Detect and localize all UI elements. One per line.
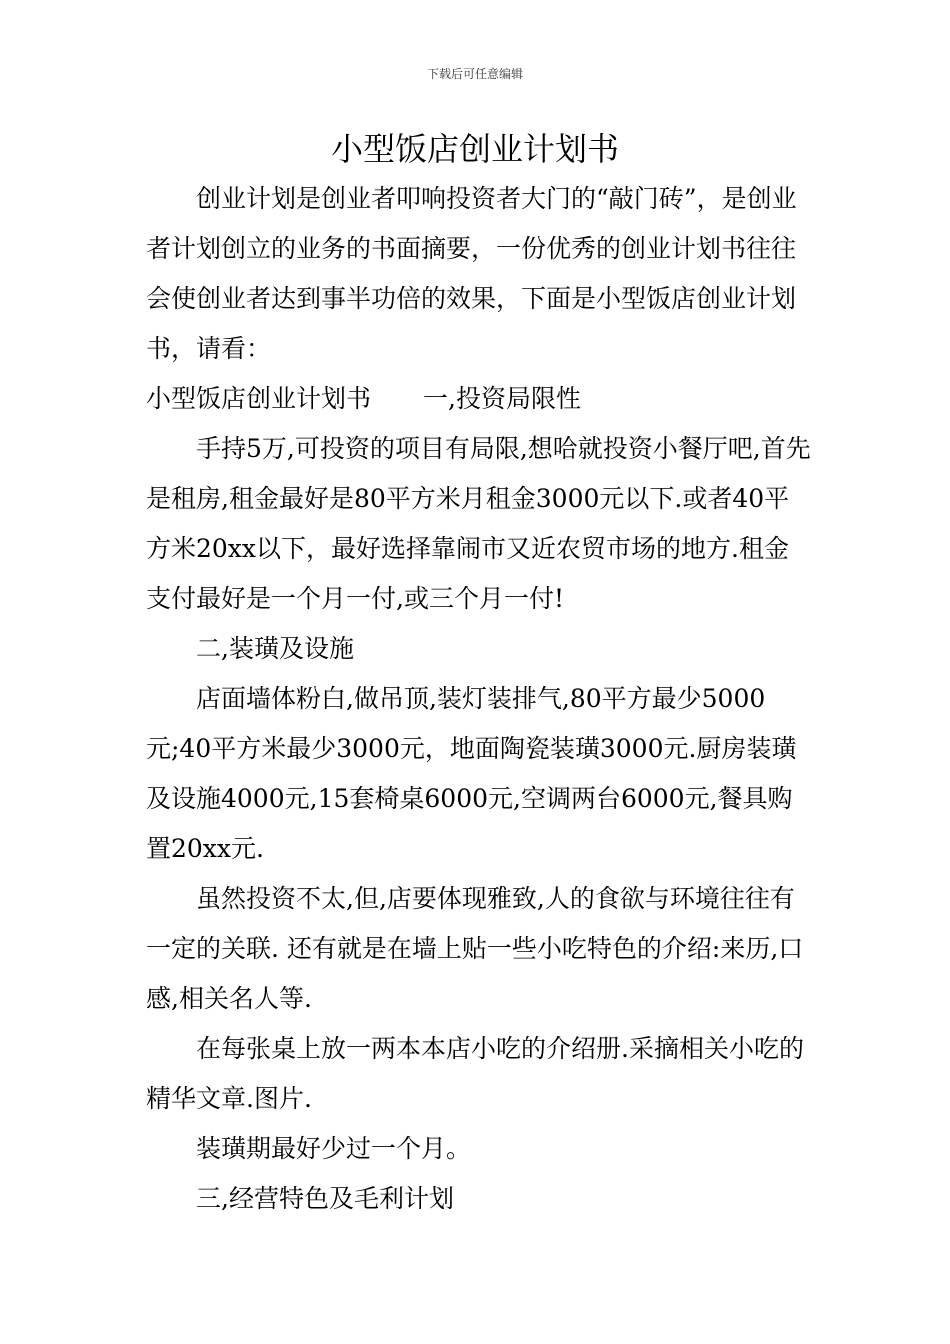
- paragraph-decoration: 店面墙体粉白,做吊顶,装灯装排气,80平方最少5000元;40平方米最少3000元，地面陶瓷装璜3000元.厨房装璜及设施4000元,15套椅桌6000元,空调两台6000元,餐具购置20xx元.: [146, 684, 797, 863]
- intro-paragraph: 创业计划是创业者叩响投资者大门的“敲门砖”，是创业者计划创立的业务的书面摘要，一份优秀的创业计划书往往会使创业者达到事半功倍的效果，下面是小型饭店创业计划书，请看：: [146, 184, 797, 363]
- section-1-line: [146, 374, 811, 424]
- section-2-heading: 二,装璜及设施: [196, 634, 354, 663]
- paragraph-schedule: 装璜期最好少过一个月。: [196, 1134, 472, 1163]
- document-body: [146, 174, 811, 1224]
- document-title: 小型饭店创业计划书: [330, 130, 619, 168]
- plan-label: 小型饭店创业计划书: [146, 384, 372, 413]
- paragraph-investment: 手持5万,可投资的项目有局限,想哈就投资小餐厅吧,首先是租房,租金最好是80平方米月租金3000元以下.或者40平方米20xx以下，最好选择靠闹市又近农贸市场的地方.租金支付最好是一个月一付,或三个月一付!: [146, 434, 811, 613]
- header-note: 下载后可任意编辑: [426, 67, 523, 81]
- paragraph-ambience: 虽然投资不太,但,店要体现雅致,人的食欲与环境往往有一定的关联. 还有就是在墙上贴一些小吃特色的介绍:来历,口感,相关名人等.: [146, 884, 804, 1013]
- section-3-heading: 三,经营特色及毛利计划: [196, 1184, 454, 1213]
- section-1-heading: 一,投资局限性: [423, 384, 581, 413]
- paragraph-booklet: 在每张桌上放一两本本店小吃的介绍册.采摘相关小吃的精华文章.图片.: [146, 1034, 804, 1113]
